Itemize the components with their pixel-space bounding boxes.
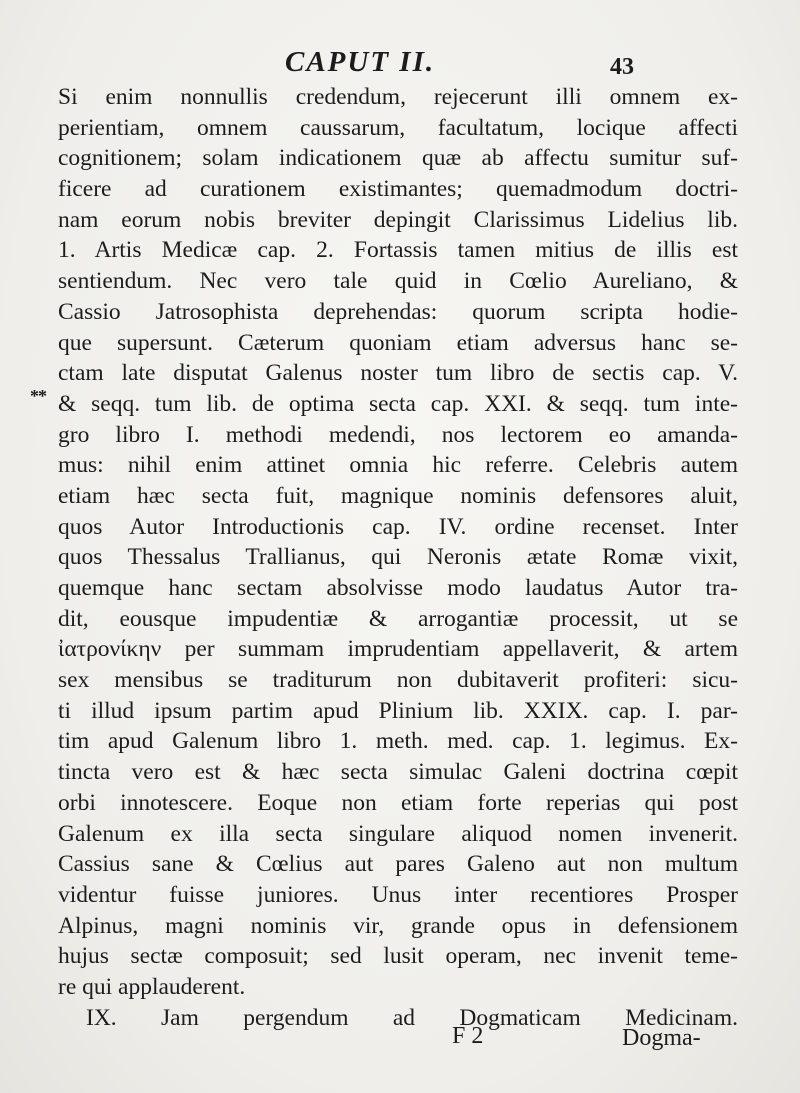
text-line: ti illud ipsum partim apud Plinium lib. XXIX. cap. I. par- [58, 697, 738, 724]
text-line: perientiam, omnem caussarum, facultatum, locique affecti [58, 114, 738, 141]
text-line: quos Thessalus Trallianus, qui Neronis ætate Romæ vixit, [58, 544, 738, 571]
page-header [0, 38, 800, 78]
text-line: sex mensibus se traditurum non dubitaverit profiteri: sicu- [58, 667, 738, 694]
text-line: & seqq. tum lib. de optima secta cap. XXI. & seqq. tum inte- [58, 390, 738, 417]
text-line: Si enim nonnullis credendum, rejecerunt illi omnem ex- [58, 84, 738, 110]
text-line: 1. Artis Medicæ cap. 2. Fortassis tamen mitius de illis est [58, 237, 738, 264]
text-line: ctam late disputat Galenus noster tum libro de sectis cap. V. [58, 360, 738, 387]
text-line: dit, eousque impudentiæ & arrogantiæ processit, ut se [58, 605, 738, 632]
signature-mark: F 2 [452, 1023, 484, 1049]
text-line: mus: nihil enim attinet omnia hic referre. Celebris autem [58, 452, 738, 479]
text-line: re qui applauderent. [58, 973, 246, 1000]
text-line: gro libro I. methodi medendi, nos lectorem eo amanda- [58, 421, 738, 448]
text-line: orbi innotescere. Eoque non etiam forte reperias qui post [58, 789, 738, 816]
text-line: tincta vero est & hæc secta simulac Galeni doctrina cœpit [58, 759, 738, 786]
section-heading-line: IX. Jam pergendum ad Dogmaticam Medicinam. [86, 1004, 738, 1031]
text-line: Alpinus, magni nominis vir, grande opus in defensionem [58, 912, 738, 939]
text-line: ἰατρονίκην per summam imprudentiam appellaverit, & artem [58, 636, 738, 663]
text-line: Cassio Jatrosophista deprehendas: quorum scripta hodie- [58, 298, 738, 325]
margin-mark: ** [30, 386, 46, 406]
body-text [58, 82, 738, 1033]
text-line: cognitionem; solam indicationem quæ ab affectu sumitur suf- [58, 145, 738, 172]
text-line: etiam hæc secta fuit, magnique nominis defensores aluit, [58, 482, 738, 509]
page-number: 43 [610, 54, 634, 80]
running-head: CAPUT II. [285, 46, 436, 78]
text-line: ficere ad curationem existimantes; quemadmodum doctri- [58, 176, 738, 203]
text-line: que supersunt. Cæterum quoniam etiam adversus hanc se- [58, 329, 738, 356]
text-line: hujus sectæ composuit; sed lusit operam, nec invenit teme- [58, 943, 738, 970]
text-line: Galenum ex illa secta singulare aliquod nomen invenerit. [58, 820, 738, 847]
text-line: sentiendum. Nec vero tale quid in Cœlio Aureliano, & [58, 268, 738, 295]
text-line: quemque hanc sectam absolvisse modo laudatus Autor tra- [58, 575, 738, 601]
text-line: nam eorum nobis breviter depingit Clarissimus Lidelius lib. [58, 206, 738, 233]
page-footer [0, 1023, 800, 1057]
text-line: quos Autor Introductionis cap. IV. ordine recenset. Inter [58, 513, 738, 540]
text-line: videntur fuisse juniores. Unus inter recentiores Prosper [58, 881, 738, 908]
catchword: Dogma- [622, 1025, 701, 1051]
text-line: tim apud Galenum libro 1. meth. med. cap. 1. legimus. Ex- [58, 728, 738, 755]
text-line: Cassius sane & Cœlius aut pares Galeno aut non multum [58, 851, 738, 878]
